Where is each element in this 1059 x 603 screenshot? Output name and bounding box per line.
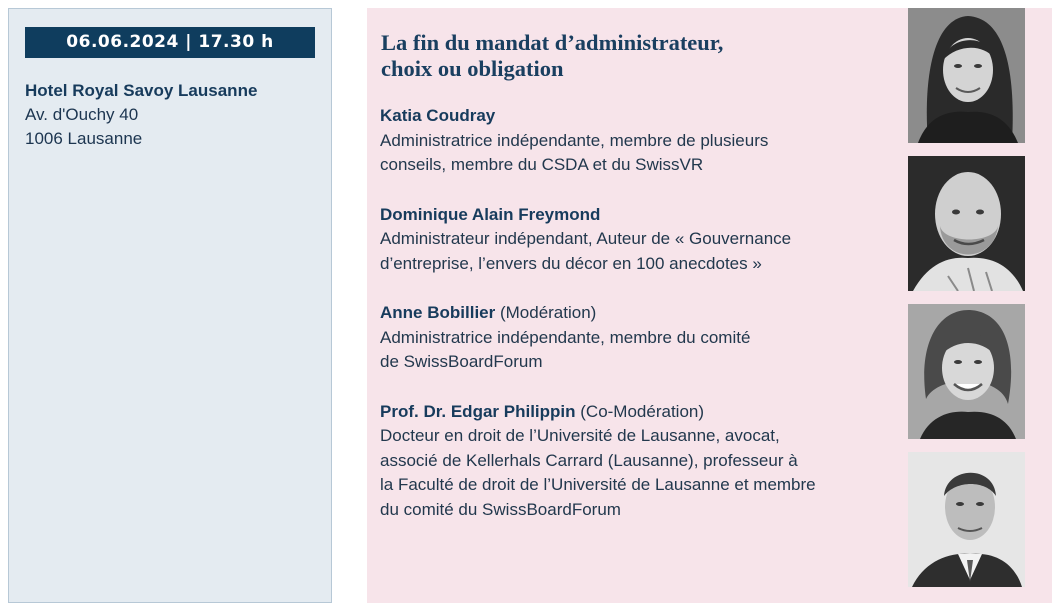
speaker-bio-line: du comité du SwissBoardForum [380,499,621,519]
photo-anne-bobillier [908,304,1025,439]
speaker-list [380,104,880,522]
speaker-name: Anne Bobillier [380,303,496,322]
session-title-line: choix ou obligation [381,56,564,81]
session-panel [367,8,1052,603]
session-title-line: La fin du mandat d’administrateur, [381,30,724,55]
speaker-bio-line: la Faculté de droit de l’Université de Lausanne et membre [380,475,816,494]
speaker-name: Dominique Alain Freymond [380,204,601,224]
photo-edgar-philippin [908,452,1025,587]
speaker-role: (Co-Modération) [575,401,705,421]
speaker-katia-coudray [380,104,880,178]
event-info-panel [8,8,332,603]
venue-city: 1006 Lausanne [25,129,143,148]
speaker-bio-line: associé de Kellerhals Carrard (Lausanne), professeur à [380,450,798,470]
venue-name: Hotel Royal Savoy Lausanne [25,81,258,100]
photo-katia-coudray [908,8,1025,143]
speaker-bio-line: de SwissBoardForum [380,352,543,371]
speaker-bio-line: Administrateur indépendant, Auteur de « Gouvernance [380,229,792,248]
speaker-anne-bobillier [380,301,880,375]
speaker-edgar-philippin [380,400,880,523]
speaker-bio-line: conseils, membre du CSDA et du SwissVR [380,155,704,174]
venue-street: Av. d'Ouchy 40 [25,105,139,124]
photo-dominique-alain-freymond [908,156,1025,291]
speaker-name: Prof. Dr. Edgar Philippin [380,401,576,421]
speaker-bio-line: Administratrice indépendante, membre de plusieurs [380,130,769,150]
speaker-bio-line: Docteur en droit de l’Université de Lausanne, avocat, [380,426,780,445]
event-date-time: 06.06.2024 | 17.30 h [25,27,315,58]
speaker-name: Katia Coudray [380,106,496,125]
speaker-bio-line: Administratrice indépendante, membre du comité [380,327,751,347]
speaker-dominique-alain-freymond [380,203,880,277]
session-title [381,30,723,82]
venue-address [25,79,257,151]
speaker-bio-line: d’entreprise, l’envers du décor en 100 anecdotes » [380,253,762,273]
speaker-role: (Modération) [495,303,597,322]
